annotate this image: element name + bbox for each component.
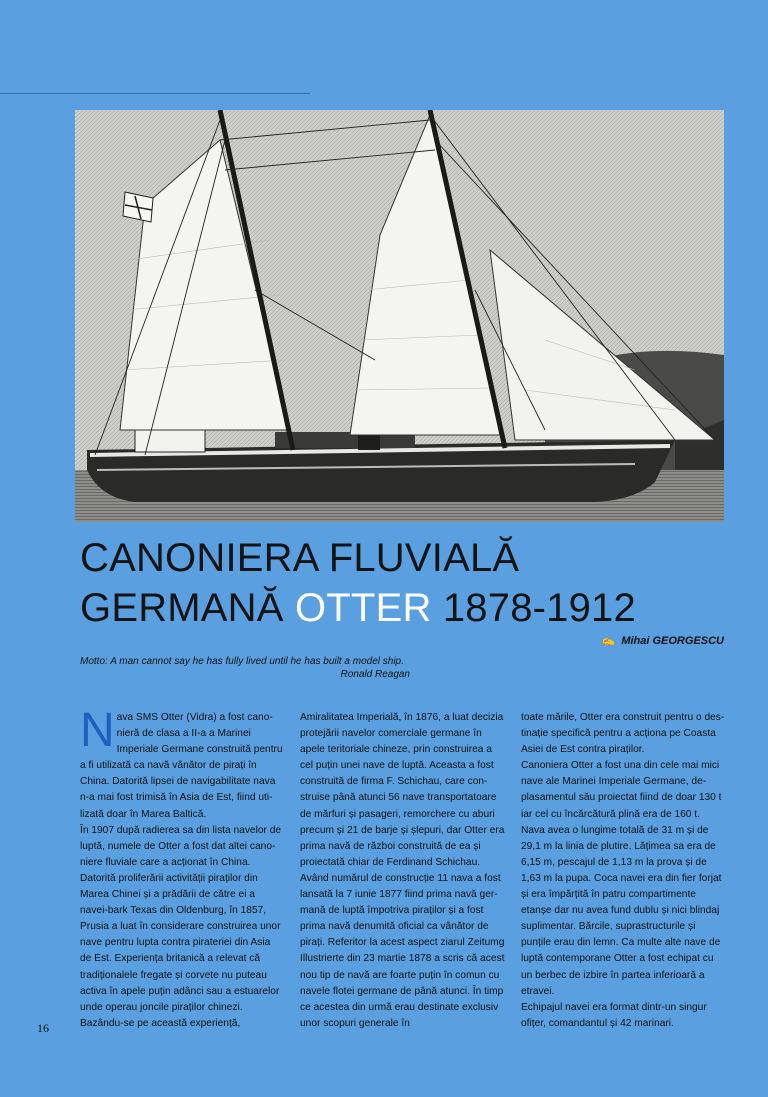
paragraph: toate mările, Otter era construit pentru o des-tinație specifică pentru a acționa pe Coasta Asiei de Est contra piraților.	[521, 712, 725, 756]
paragraph: Amiralitatea Imperială, în 1876, a luat decizia protejării navelor comerciale germane în apele teritoriale chineze, prin construirea a cel puțin unei nave de luptă. Aceasta a fost construită de firma F. Schichau, care con-struise până atunci 56 nave transportatoare de mărfuri și pasageri, remorchere cu aburi precum și 21 de barje și șlepuri, dar Otter era prima navă de război construită de ea și proiectată chiar de Ferdinand Schichau.	[300, 712, 505, 868]
text-column-2	[300, 710, 505, 1032]
paragraph: Nava SMS Otter (Vidra) a fost cano-nieră de clasa a II-a a Marinei Imperiale Germane construită pentru a fi utilizată ca navă vânător de pirați în China. Datorită lipsei de navigabilitate nava n-a mai fost trimisă în Asia de Est, fiind uti-lizată doar în Marea Baltică.	[80, 704, 283, 820]
author-name: Mihai GEORGESCU	[621, 635, 724, 647]
paragraph: Datorită proliferării activității piraților din Marea Chinei și a prădării de către ei a navei-bark Texas din Oldenburg, în 1857, Prusia a luat în considerare construirea unor nave pentru lupta contra pirateriei din Asia de Est. Experiența britanică a relevat că tradiționalele fregate și corvete nu puteau activa în apele puțin adânci sau a estuarelor unde operau joncile piraților chinezi. Bazându-se pe această experiență,	[80, 872, 281, 1029]
ship-engraving-image	[75, 110, 724, 522]
paragraph: În 1907 după radierea sa din lista navelor de luptă, numele de Otter a fost dat altei cano-niere fluviale care a acționat în China.	[80, 824, 282, 868]
text-column-3	[521, 710, 727, 1032]
title-word-germana: GERMANĂ	[80, 586, 284, 630]
paragraph: Canoniera Otter a fost una din cele mai mici nave ale Marinei Imperiale Germane, de-plasamentul său proiectat fiind de doar 130 t iar cel cu încărcătură plină era de 160 t.	[521, 760, 722, 820]
motto-text: Motto: A man cannot say he has fully lived until he has built a model ship.	[80, 656, 404, 667]
article-title	[80, 533, 740, 633]
header-rule	[0, 93, 310, 94]
title-years: 1878-1912	[442, 586, 636, 630]
paragraph: Echipajul navei era format dintr-un singur ofițer, comandantul și 42 marinari.	[521, 1001, 707, 1029]
paragraph: Nava avea o lungime totală de 31 m și de 29,1 m la linia de plutire. Lățimea sa era de 6,15 m, pescajul de 1,13 m la prova și de 1,63 m la pupa. Coca navei era din fier forjat și era împărțită în patru compartimente etanșe dar nu avea fund dublu și nici blindaj suplimentar. Bărcile, suprastructurile și punțile erau din lemn. Ca multe alte nave de luptă contemporane Otter a fost echipat cu un berbec de izbire în partea inferioară a etravei.	[521, 824, 722, 997]
text-column-1	[80, 704, 283, 1032]
page-number: 16	[37, 1021, 49, 1035]
motto-block	[80, 655, 410, 681]
author-byline	[602, 634, 724, 647]
drop-cap: N	[80, 704, 115, 757]
title-line-1: CANONIERA FLUVIALĂ	[80, 536, 520, 580]
title-word-otter: OTTER	[294, 586, 432, 630]
title-line-2	[80, 583, 740, 633]
paragraph: Având numărul de construcție 11 nava a fost lansată la 7 iunie 1877 fiind prima navă ger-mană de luptă împotriva piraților și a fost prima navă denumită oficial ca vânător de pirați. Referitor la acest aspect ziarul Zeitumg Illustrierte din 23 martie 1878 a scris că acest nou tip de navă are foarte puțin în comun cu navele flotei germane de până atunci. În timp ce acestea din urmă erau destinate exclusiv unor scopuri generale în	[300, 872, 505, 1029]
motto-author: Ronald Reagan	[340, 669, 410, 680]
pen-icon: ✍	[601, 635, 616, 647]
